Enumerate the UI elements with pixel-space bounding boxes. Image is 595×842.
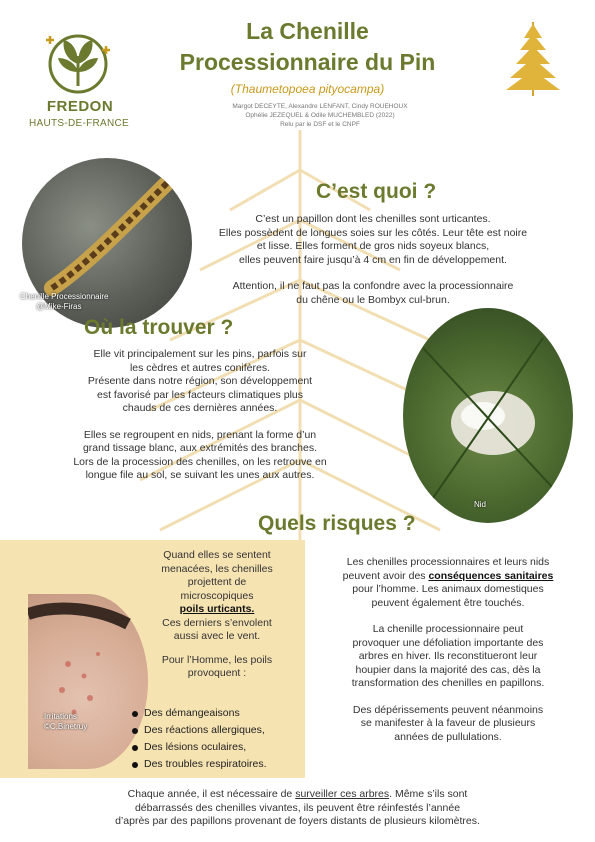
logo-subtitle: HAUTS-DE-FRANCE — [28, 118, 130, 129]
nest-illustration — [403, 308, 573, 523]
section-where-text: Elle vit principalement sur les pins, parfois sur les cèdres et autres conifères. Présente dans notre région, son développement est favorisé par les facteurs climatiques plus chauds de ces dernières années. Elles se regroupent en nids, prenant la forme d’un grand tissage blanc, aux extrémités des branches. Lors de la procession des chenilles, on les retrouve en longue file au sol, se suivant les unes aux autres. — [73, 348, 327, 481]
nest-photo — [403, 308, 573, 523]
section-heading-where: Où la trouver ? — [84, 316, 234, 339]
list-item: Des démangeaisons — [132, 705, 302, 722]
skin-irritation-photo — [28, 594, 148, 769]
authors: Margot DECEYTE, Alexandre LENFANT, Cindy ROUEHOUX Ophélie JEZEQUEL & Odile MUCHEMBLED (2022) Relu par le DSF et le CNPF — [232, 103, 408, 128]
nest-photo-caption: Nid — [474, 500, 487, 509]
pine-tree-icon — [498, 18, 568, 98]
page-title: La Chenille Processionnaire du Pin — [179, 18, 436, 75]
section-heading-what: C’est quoi ? — [316, 180, 437, 203]
skin-illustration — [28, 594, 148, 769]
risks-box-text: Quand elles se sentent menacées, les chenilles projettent de microscopiques poils urticants. Ces derniers s’envolent aussi avec le vent. Pour l’Homme, les poils provoquent : — [161, 549, 273, 679]
list-item: Des troubles respiratoires. — [132, 756, 302, 773]
list-item: Des réactions allergiques, — [132, 722, 302, 739]
risks-right-text: Les chenilles processionnaires et leurs nids peuvent avoir des conséquences sanitaires pour l’homme. Les animaux domestiques peuvent également être touchés. La chenille processionnaire peut provoquer une défoliation importante des arbres en hiver. Ils reconstitueront leur houpier dans la majorité des cas, dès la transformation des chenilles en papillons. Des dépérissements peuvent néanmoins se manifester à la faveur de plusieurs années de pullulations. — [342, 556, 554, 743]
logo-name: FREDON — [46, 98, 114, 115]
bullet-icon — [132, 762, 138, 768]
caterpillar-photo-caption: Chenille Processionnaire @Mike-Firas — [20, 292, 109, 311]
section-what-text: C’est un papillon dont les chenilles sont urticantes. Elles possèdent de longues soies sur les côtés. Leur tête est noire et lisse. Elles forment de gros nids soyeux blancs, elles peuvent faire jusqu’à 4 cm en fin de développement. Attention, il ne faut pas la confondre avec la processionnaire du chêne ou le Bombyx cul-brun. — [218, 213, 528, 306]
scientific-name: (Thaumetopoea pityocampa) — [230, 82, 385, 96]
bullet-icon — [132, 728, 138, 734]
bullet-icon — [132, 745, 138, 751]
list-item: Des lésions oculaires, — [132, 739, 302, 756]
bullet-icon — [132, 711, 138, 717]
symptoms-list — [132, 705, 302, 773]
footer-text: Chaque année, il est nécessaire de surveiller ces arbres. Même s’ils sont débarrassés des chenilles vivantes, ils peuvent être réinfestés l’année d’après par des papillons provenant de foyers distants de plusieurs kilomètres. — [115, 788, 480, 827]
fredon-logo-icon — [38, 26, 118, 96]
section-heading-risks: Quels risques ? — [258, 512, 416, 535]
skin-photo-caption: Irritations ©C.Binetruy — [44, 712, 88, 731]
